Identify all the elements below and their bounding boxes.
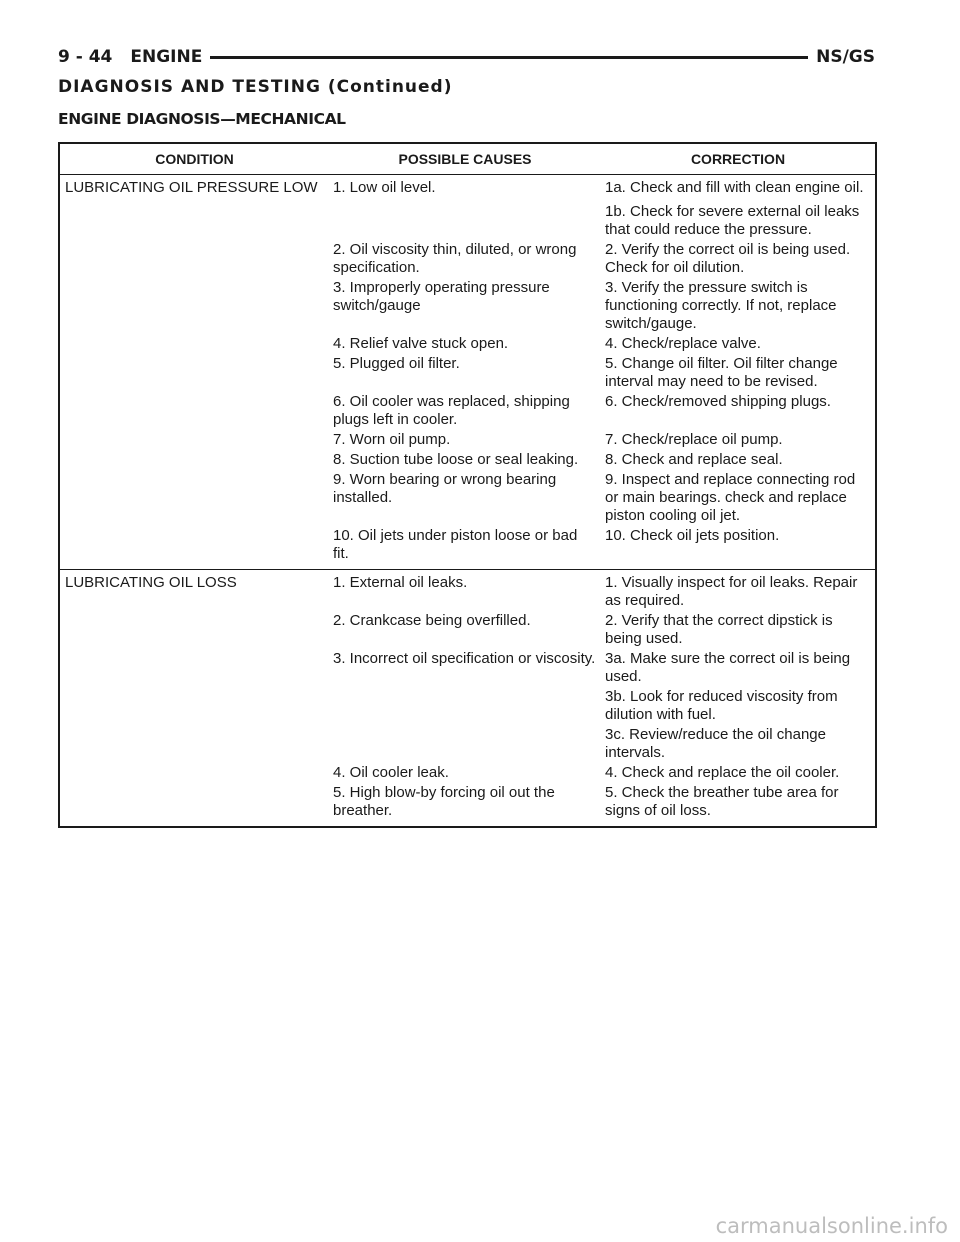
table-row — [59, 391, 876, 429]
correction-cell: 4. Check and replace the oil cooler. — [605, 764, 840, 781]
cause-cell: 4. Oil cooler leak. — [333, 764, 449, 781]
table-row — [59, 449, 876, 469]
cause-cell: 2. Oil viscosity thin, diluted, or wrong specification. — [333, 241, 577, 276]
cause-cell: 5. High blow-by forcing oil out the breather. — [329, 782, 601, 827]
condition-cell — [59, 469, 329, 525]
watermark: carmanualsonline.info — [715, 1214, 948, 1238]
correction-cell: 9. Inspect and replace connecting rod or main bearings. check and replace piston cooling oil jet. — [605, 471, 856, 524]
cause-cell — [329, 686, 601, 724]
cause-cell: 1. External oil leaks. — [333, 574, 468, 591]
correction-cell: 5. Check the breather tube area for signs of oil loss. — [601, 782, 876, 827]
cause-cell: 3. Incorrect oil specification or viscosity. — [333, 650, 596, 667]
condition-cell: LUBRICATING OIL LOSS — [65, 574, 237, 591]
correction-cell: 10. Check oil jets position. — [601, 525, 876, 570]
condition-cell — [59, 239, 329, 277]
condition-cell — [59, 201, 329, 239]
cause-cell: 6. Oil cooler was replaced, shipping plugs left in cooler. — [333, 393, 570, 428]
table-header-row — [59, 143, 876, 175]
section-name: ENGINE — [130, 47, 203, 67]
condition-cell — [59, 724, 329, 762]
correction-cell: 6. Check/removed shipping plugs. — [605, 393, 831, 410]
table-row — [59, 201, 876, 239]
cause-cell: 5. Plugged oil filter. — [333, 355, 460, 372]
table-row — [59, 762, 876, 782]
table-row — [59, 525, 876, 570]
correction-cell: 1a. Check and fill with clean engine oil. — [605, 179, 864, 196]
cause-cell: 4. Relief valve stuck open. — [333, 335, 509, 352]
table-title: ENGINE DIAGNOSIS—MECHANICAL — [58, 110, 346, 128]
condition-cell — [59, 525, 329, 570]
condition-cell — [59, 648, 329, 686]
diagnosis-table — [58, 142, 877, 828]
correction-cell: 7. Check/replace oil pump. — [605, 431, 783, 448]
table-row — [59, 610, 876, 648]
cause-cell: 9. Worn bearing or wrong bearing installed. — [333, 471, 557, 506]
table-row — [59, 239, 876, 277]
model-code: NS/GS — [816, 47, 875, 67]
cause-cell: 3. Improperly operating pressure switch/gauge — [333, 279, 550, 314]
section-heading: DIAGNOSIS AND TESTING (Continued) — [58, 77, 453, 97]
table-row — [59, 648, 876, 686]
condition-cell — [59, 391, 329, 429]
correction-cell: 5. Change oil filter. Oil filter change interval may need to be revised. — [605, 355, 838, 390]
page-number: 9 - 44 — [58, 47, 113, 67]
table-row — [59, 277, 876, 333]
condition-cell — [59, 762, 329, 782]
table-row — [59, 469, 876, 525]
correction-cell: 1b. Check for severe external oil leaks that could reduce the pressure. — [605, 203, 860, 238]
correction-cell: 3b. Look for reduced viscosity from dilution with fuel. — [605, 688, 838, 723]
cause-cell: 7. Worn oil pump. — [333, 431, 451, 448]
correction-cell: 8. Check and replace seal. — [605, 451, 783, 468]
cause-cell — [329, 724, 601, 762]
cause-cell — [329, 201, 601, 239]
correction-cell: 3a. Make sure the correct oil is being used. — [605, 650, 851, 685]
correction-cell: 3c. Review/reduce the oil change intervals. — [605, 726, 826, 761]
correction-cell: 3. Verify the pressure switch is functioning correctly. If not, replace switch/gauge. — [605, 279, 837, 332]
column-header-correction: CORRECTION — [601, 143, 876, 175]
cause-cell: 1. Low oil level. — [333, 179, 436, 196]
table-row — [59, 429, 876, 449]
table-row — [59, 175, 876, 202]
condition-cell — [59, 429, 329, 449]
cause-cell: 10. Oil jets under piston loose or bad fit. — [329, 525, 601, 570]
table-row — [59, 353, 876, 391]
column-header-possible-causes: POSSIBLE CAUSES — [329, 143, 601, 175]
condition-cell — [59, 449, 329, 469]
correction-cell: 2. Verify the correct oil is being used. Check for oil dilution. — [605, 241, 851, 276]
correction-cell: 4. Check/replace valve. — [605, 335, 761, 352]
table-row — [59, 570, 876, 611]
condition-cell — [59, 353, 329, 391]
column-header-condition: CONDITION — [59, 143, 329, 175]
condition-cell — [59, 333, 329, 353]
header-rule — [210, 56, 808, 59]
cause-cell: 8. Suction tube loose or seal leaking. — [333, 451, 579, 468]
condition-cell — [59, 277, 329, 333]
table-row — [59, 782, 876, 827]
condition-cell: LUBRICATING OIL PRESSURE LOW — [65, 179, 318, 196]
correction-cell: 2. Verify that the correct dipstick is being used. — [605, 612, 833, 647]
condition-cell — [59, 782, 329, 827]
condition-cell — [59, 610, 329, 648]
condition-cell — [59, 686, 329, 724]
table-row — [59, 333, 876, 353]
table-row — [59, 724, 876, 762]
page-header — [58, 44, 875, 70]
table-row — [59, 686, 876, 724]
correction-cell: 1. Visually inspect for oil leaks. Repair as required. — [605, 574, 858, 609]
cause-cell: 2. Crankcase being overfilled. — [333, 612, 531, 629]
